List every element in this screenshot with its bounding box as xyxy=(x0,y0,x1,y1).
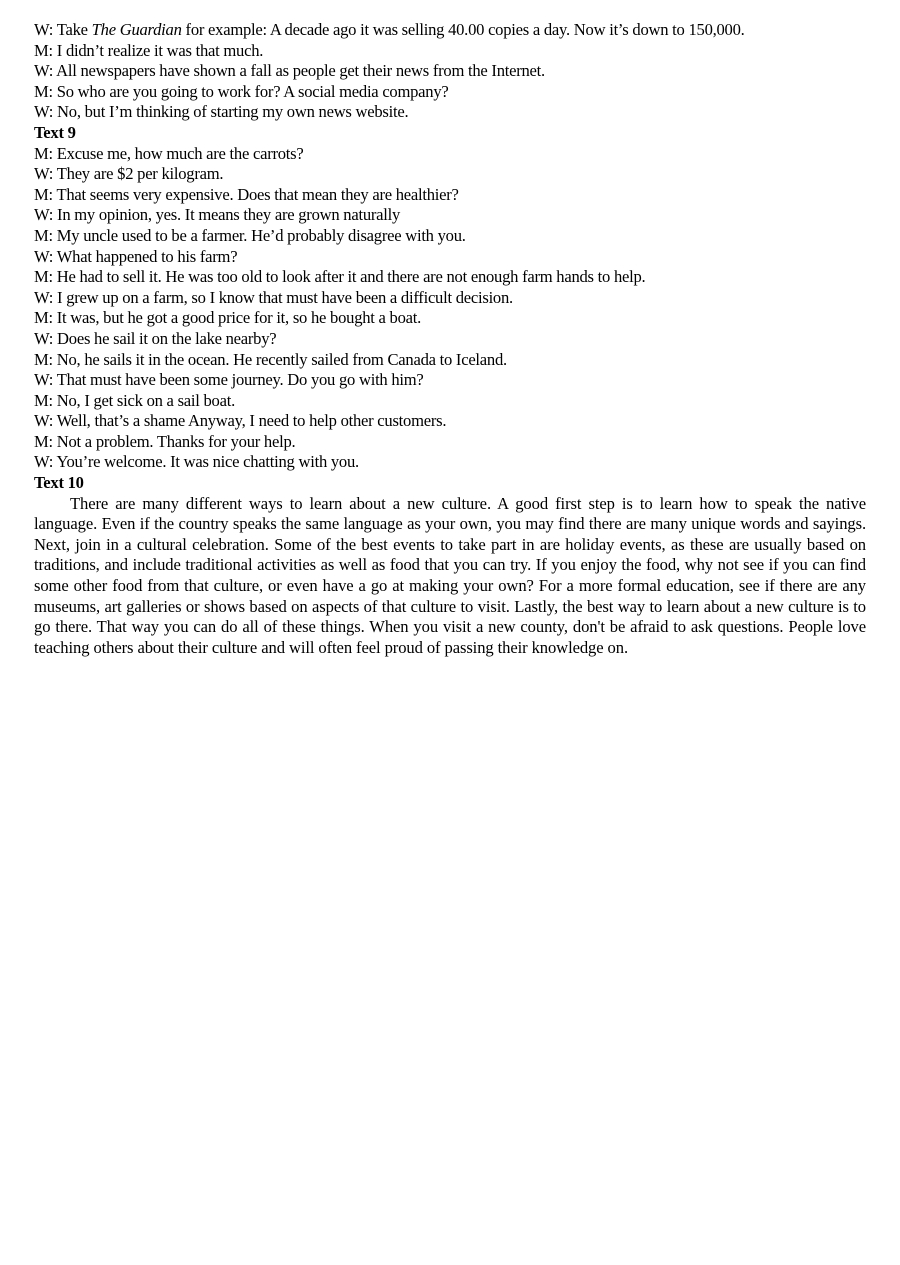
text10-section xyxy=(34,473,866,658)
dialogue-line: M: So who are you going to work for? A social media company? xyxy=(34,81,449,101)
dialogue-line: W: Does he sail it on the lake nearby? xyxy=(34,328,277,348)
dialogue-line: M: No, he sails it in the ocean. He recently sailed from Canada to Iceland. xyxy=(34,349,507,369)
publication-title: The Guardian xyxy=(91,20,182,39)
dialogue-line: M: He had to sell it. He was too old to look after it and there are not enough farm hands to help. xyxy=(34,267,646,287)
dialogue-line: M: That seems very expensive. Does that mean they are healthier? xyxy=(34,184,459,204)
dialogue-line: W: That must have been some journey. Do you go with him? xyxy=(34,370,424,390)
line-prefix: W: Take xyxy=(34,20,92,39)
dialogue-line: M: No, I get sick on a sail boat. xyxy=(34,390,235,410)
text8-tail xyxy=(34,20,866,123)
dialogue-line: W: What happened to his farm? xyxy=(34,246,238,266)
dialogue-line: M: I didn’t realize it was that much. xyxy=(34,40,264,60)
dialogue-line: W: They are $2 per kilogram. xyxy=(34,164,224,184)
dialogue-line: M: Not a problem. Thanks for your help. xyxy=(34,431,296,451)
dialogue-line: M: It was, but he got a good price for it, so he bought a boat. xyxy=(34,308,422,328)
section-heading: Text 10 xyxy=(34,473,84,493)
dialogue-line: W: Well, that’s a shame Anyway, I need to help other customers. xyxy=(34,411,447,431)
dialogue-line xyxy=(34,20,866,41)
dialogue-line: W: I grew up on a farm, so I know that must have been a difficult decision. xyxy=(34,287,513,307)
line-suffix: for example: A decade ago it was selling 40.00 copies a day. Now it’s down to 150,000. xyxy=(181,20,745,39)
text9-section xyxy=(34,123,866,473)
dialogue-line: W: All newspapers have shown a fall as people get their news from the Internet. xyxy=(34,61,545,81)
passage-paragraph: There are many different ways to learn about a new culture. A good first step is to learn how to speak the native language. Even if the country speaks the same language as your own, you may find there are many unique words and sayings. Next, join in a cultural celebration. Some of the best events to take part in are holiday events, as these are usually based on traditions, and include traditional activities as well as food that you can try. If you enjoy the food, why not see if you can find some other food from that culture, or even have a go at making your own? For a more formal education, see if there are any museums, art galleries or shows based on aspects of that culture to visit. Lastly, the best way to learn about a new culture is to go there. That way you can do all of these things. When you visit a new county, don't be afraid to ask questions. People love teaching others about their culture and will often feel proud of passing their knowledge on. xyxy=(34,493,866,657)
document-page xyxy=(34,20,866,658)
dialogue-line: M: My uncle used to be a farmer. He’d probably disagree with you. xyxy=(34,225,466,245)
section-heading: Text 9 xyxy=(34,122,76,142)
dialogue-line: M: Excuse me, how much are the carrots? xyxy=(34,143,304,163)
dialogue-line: W: You’re welcome. It was nice chatting with you. xyxy=(34,452,359,472)
dialogue-line: W: No, but I’m thinking of starting my own news website. xyxy=(34,102,409,122)
dialogue-line: W: In my opinion, yes. It means they are grown naturally xyxy=(34,205,401,225)
